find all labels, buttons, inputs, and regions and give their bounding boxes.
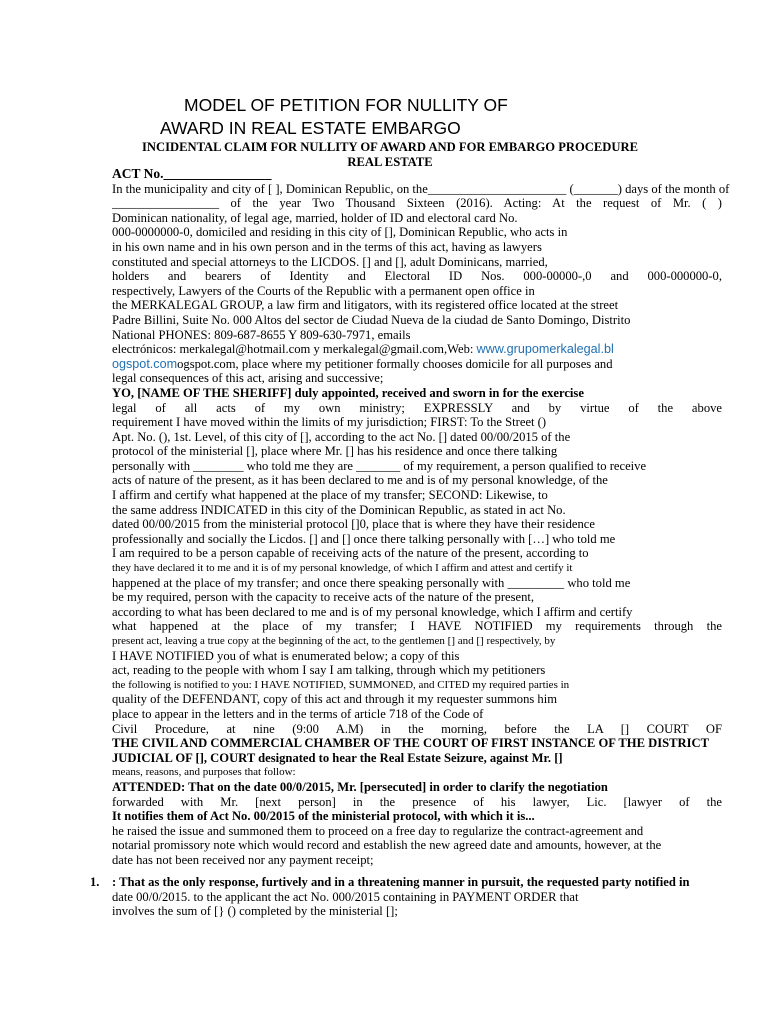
- body-line: what happened at the place of my transfer; I HAVE NOTIFIED my requirements through the: [112, 619, 722, 634]
- act-number-heading: ACT No.________________: [112, 166, 272, 181]
- body-line: they have declared it to me and it is of my personal knowledge, of which I affirm and attest and certify it: [112, 562, 573, 575]
- court-heading-line-1: THE CIVIL AND COMMERCIAL CHAMBER OF THE COURT OF FIRST INSTANCE OF THE DISTRICT: [112, 736, 710, 751]
- body-line: personally with ________ who told me they are _______ of my requirement, a person qualified to receive: [112, 458, 647, 473]
- body-line: the MERKALEGAL GROUP, a law firm and litigators, with its registered office located at the street: [112, 298, 619, 313]
- body-line: present act, leaving a true copy at the beginning of the act, to the gentlemen [] and [] respectively, by: [112, 635, 556, 647]
- body-line: Apt. No. (), 1st. Level, of this city of [], according to the act No. [] dated 00/00/2015 of the: [112, 429, 571, 444]
- list-item-line: date 00/0/2015. to the applicant the act No. 000/2015 containing in PAYMENT ORDER that: [112, 889, 579, 904]
- attended-line: ATTENDED: That on the date 00/0/2015, Mr. [persecuted] in order to clarify the negotiation: [112, 779, 608, 794]
- body-line: he raised the issue and summoned them to proceed on a free day to regularize the contract-agreement and: [112, 823, 644, 838]
- body-line: 000-0000000-0, domiciled and residing in this city of [], Dominican Republic, who acts in: [112, 225, 568, 240]
- website-link-continued[interactable]: ogspot.com: [112, 356, 178, 371]
- body-line: protocol of the ministerial [], place where Mr. [] has his residence and once there talking: [112, 444, 558, 459]
- body-line-bold: It notifies them of Act No. 00/2015 of the ministerial protocol, with which it is...: [112, 809, 535, 824]
- body-line: Padre Billini, Suite No. 000 Altos del sector de Ciudad Nueva de la ciudad de Santo Domingo, Distrito: [112, 312, 631, 327]
- body-line: legal of all acts of my own ministry; EXPRESSLY and by virtue of the above: [112, 400, 722, 415]
- body-line: [112, 357, 752, 372]
- document-subtitle-line-1: INCIDENTAL CLAIM FOR NULLITY OF AWARD AND FOR EMBARGO PROCEDURE: [142, 140, 638, 154]
- document-title-line-1: MODEL OF PETITION FOR NULLITY OF: [184, 95, 508, 115]
- body-line-with-link: [112, 342, 752, 357]
- court-heading-line-2: JUDICIAL OF [], COURT designated to hear the Real Estate Seizure, against Mr. []: [112, 750, 563, 765]
- body-line: I affirm and certify what happened at the place of my transfer; SECOND: Likewise, to: [112, 488, 548, 503]
- document-title-line-2: AWARD IN REAL ESTATE EMBARGO: [160, 118, 461, 138]
- body-line: In the municipality and city of [ ], Dominican Republic, on the______________________ (_______) days of the month of: [112, 181, 730, 196]
- body-line: acts of nature of the present, as it has been declared to me and is of my personal knowledge, of the: [112, 473, 608, 488]
- body-line: I HAVE NOTIFIED you of what is enumerated below; a copy of this: [112, 648, 460, 663]
- body-line: forwarded with Mr. [next person] in the presence of his lawyer, Lic. [lawyer of the: [112, 794, 722, 809]
- website-link[interactable]: www.grupomerkalegal.bl: [476, 342, 614, 357]
- body-line-bold: YO, [NAME OF THE SHERIFF] duly appointed, received and sworn in for the exercise: [112, 385, 584, 400]
- body-line: _________________ of the year Two Thousand Sixteen (2016). Acting: At the request of Mr. ( ): [112, 196, 722, 211]
- body-line: professionally and socially the Licdos. [] and [] once there talking personally with […] who told me: [112, 531, 616, 546]
- emails-text: electrónicos: merkalegal@hotmail.com y merkalegal@gmail.com,Web:: [112, 342, 474, 357]
- list-item: [112, 875, 768, 919]
- body-line: according to what has been declared to me and is of my personal knowledge, which I affirm and certify: [112, 604, 633, 619]
- list-item-number: 1.: [90, 875, 100, 889]
- body-line: notarial promissory note which would record and establish the new agreed date and amounts, however, at the: [112, 838, 662, 853]
- body-line: holders and bearers of Identity and Electoral ID Nos. 000-00000-,0 and 000-000000-0,: [112, 269, 722, 284]
- body-line: constituted and special attorneys to the LICDOS. [] and [], adult Dominicans, married,: [112, 254, 548, 269]
- body-line: the same address INDICATED in this city of the Dominican Republic, as stated in act No.: [112, 502, 566, 517]
- body-line: act, reading to the people with whom I say I am talking, through which my petitioners: [112, 663, 546, 678]
- body-line: Civil Procedure, at nine (9:00 A.M) in the morning, before the LA [] COURT OF: [112, 721, 722, 736]
- body-line: place to appear in the letters and in the terms of article 718 of the Code of: [112, 706, 484, 721]
- body-line: legal consequences of this act, arising and successive;: [112, 371, 384, 386]
- body-line: in his own name and in his own person and in the terms of this act, having as lawyers: [112, 239, 542, 254]
- body-line: quality of the DEFENDANT, copy of this act and through it my requester summons him: [112, 692, 558, 707]
- document-subtitle-line-2: REAL ESTATE: [347, 155, 433, 169]
- body-line: the following is notified to you: I HAVE NOTIFIED, SUMMONED, and CITED my required parties in: [112, 678, 570, 691]
- body-line: means, reasons, and purposes that follow:: [112, 766, 296, 779]
- domicile-text: ogspot.com, place where my petitioner formally chooses domicile for all purposes and: [177, 356, 613, 371]
- body-line: I am required to be a person capable of receiving acts of the nature of the present, according to: [112, 546, 589, 561]
- body-line: Dominican nationality, of legal age, married, holder of ID and electoral card No.: [112, 210, 518, 225]
- body-line: date has not been received nor any payment receipt;: [112, 852, 374, 867]
- body-line: be my required, person with the capacity to receive acts of the nature of the present,: [112, 590, 535, 605]
- body-line: requirement I have moved within the limits of my jurisdiction; FIRST: To the Street (): [112, 415, 547, 430]
- body-line: happened at the place of my transfer; and once there speaking personally with _________ who told me: [112, 575, 631, 590]
- document-body: [112, 167, 752, 868]
- list-item-line: involves the sum of [} () completed by the ministerial [];: [112, 904, 398, 919]
- body-line: National PHONES: 809-687-8655 Y 809-630-7971, emails: [112, 327, 411, 342]
- body-line: dated 00/00/2015 from the ministerial protocol []0, place that is where they have their residence: [112, 517, 595, 532]
- body-line: respectively, Lawyers of the Courts of the Republic with a permanent open office in: [112, 283, 535, 298]
- list-item-line: : That as the only response, furtively and in a threatening manner in pursuit, the requested party notified in: [112, 875, 690, 889]
